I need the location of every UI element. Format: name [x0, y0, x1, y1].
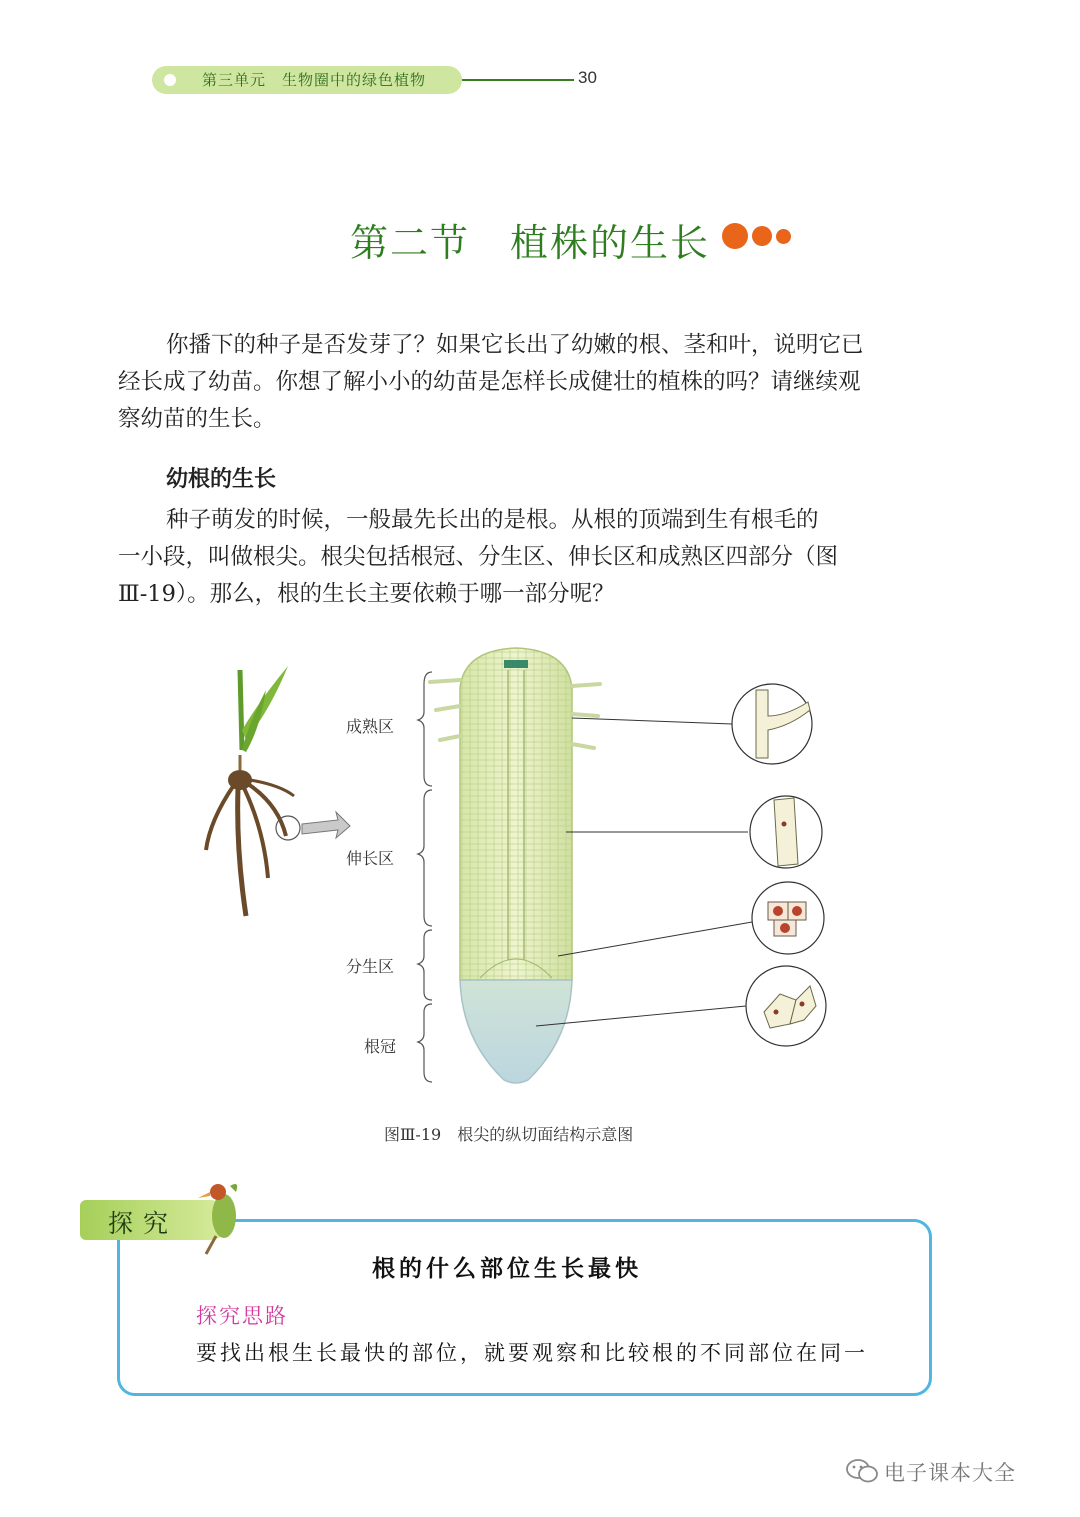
footer-brand: 电子课本大全 — [884, 1461, 1016, 1485]
unit-title: 第三单元 生物圈中的绿色植物 — [202, 71, 427, 89]
zone-label: 成熟区 — [346, 717, 395, 736]
section-title: 第二节 植株的生长 — [350, 221, 711, 265]
body-line: Ⅲ-19）。那么，根的生长主要依赖于哪一部分呢？ — [118, 581, 615, 607]
root-tip-section — [430, 648, 600, 1083]
zone-label: 伸长区 — [346, 849, 395, 868]
wechat-icon — [846, 1458, 878, 1484]
zone-label: 根冠 — [364, 1037, 397, 1056]
body-line: 种子萌发的时候，一般最先长出的是根。从根的顶端到生有根毛的 — [166, 507, 819, 533]
zone-brackets — [418, 672, 432, 1082]
header-rule — [462, 79, 574, 81]
header-dot-icon — [164, 74, 176, 86]
explore-label: 探究 — [108, 1209, 179, 1238]
explore-subheading: 探究思路 — [196, 1304, 288, 1328]
root-tip-figure — [190, 640, 850, 1110]
seedling-illustration — [206, 666, 350, 916]
page-number: 30 — [578, 68, 597, 87]
explore-text: 要找出根生长最快的部位，就要观察和比较根的不同部位在同一 — [196, 1341, 868, 1365]
figure-caption: 图Ⅲ-19 根尖的纵切面结构示意图 — [384, 1125, 634, 1144]
title-dot-icon — [752, 226, 772, 246]
woodpecker-icon — [196, 1176, 244, 1256]
cell-detail-circles — [732, 684, 826, 1046]
explore-title: 根的什么部位生长最快 — [372, 1255, 642, 1282]
zone-label: 分生区 — [346, 957, 395, 976]
title-dot-icon — [722, 223, 748, 249]
intro-line: 察幼苗的生长。 — [118, 406, 276, 432]
subsection-heading: 幼根的生长 — [166, 467, 277, 492]
body-line: 一小段，叫做根尖。根尖包括根冠、分生区、伸长区和成熟区四部分（图 — [118, 544, 839, 570]
intro-line: 经长成了幼苗。你想了解小小的幼苗是怎样长成健壮的植株的吗？请继续观 — [118, 369, 861, 395]
intro-line: 你播下的种子是否发芽了？如果它长出了幼嫩的根、茎和叶，说明它已 — [166, 332, 864, 358]
title-dot-icon — [776, 229, 791, 244]
